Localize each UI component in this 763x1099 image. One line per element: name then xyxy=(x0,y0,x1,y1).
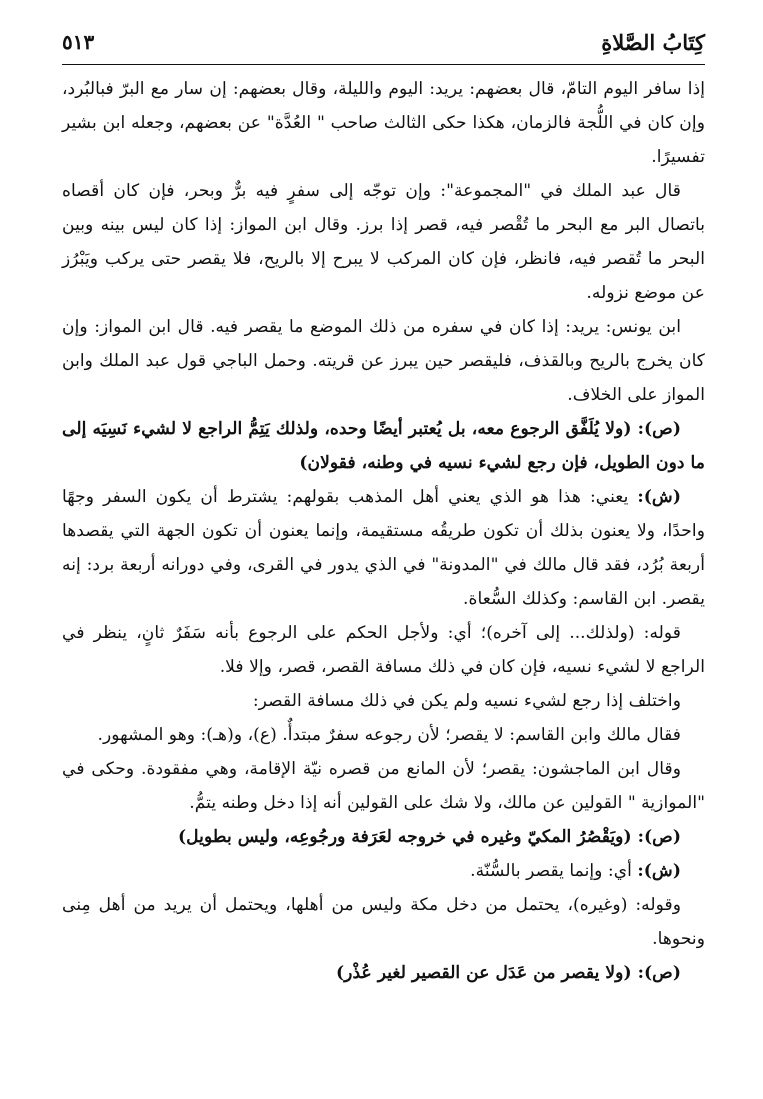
paragraph-7 xyxy=(62,684,705,718)
matn-marker: (ص): xyxy=(637,963,681,983)
paragraph-text: قال عبد الملك في "المجموعة": وإن توجّه إلى سفرٍ فيه برٌّ وبحر، فإن كان أقصاه باتصال البر مع البحر ما تُقْصر فيه، قصر إذا برز. وقال ابن المواز: إذا كان ليس بينه وبين البحر ما تُقصر فيه، فانظر، فإن كان المركب لا يبرح إلا بالريح، فلا يقصر حتى يركب ويَبْرُز عن موضع نزوله. xyxy=(62,181,705,303)
paragraph-text: وقوله: (وغيره)، يحتمل من دخل مكة وليس من أهلها، ويحتمل أن يريد من أهل مِنى ونحوها. xyxy=(62,895,705,949)
paragraph-9 xyxy=(62,752,705,820)
sharh-marker: (ش): xyxy=(637,861,681,881)
matn-marker: (ص): xyxy=(637,419,681,439)
paragraph-1 xyxy=(62,72,705,174)
sharh-text: يعني: هذا هو الذي يعني أهل المذهب بقولهم: يشترط أن يكون السفر وجهًا واحدًا، ولا يعنون بذلك أن تكون طريقُه مستقيمة، وإنما يعنون أن تكون الجهة التي يقصدها أربعة بُرُد، فقد قال مالك في "المدونة" في الذي يدور في القرى، وفي دورانه أربعة برد: إنه يقصر. ابن القاسم: وكذلك السُّعاة. xyxy=(62,487,705,609)
matn-text: (ولا يقصر من عَدَل عن القصير لغير عُذْر) xyxy=(336,963,632,983)
paragraph-8 xyxy=(62,718,705,752)
paragraph-3 xyxy=(62,310,705,412)
paragraph-6 xyxy=(62,616,705,684)
paragraph-text: قوله: (ولذلك... إلى آخره)؛ أي: ولأجل الحكم على الرجوع بأنه سَفَرٌ ثانٍ، ينظر في الراجع لا لشيء نسيه، فإن كان في ذلك مسافة القصر، قصر، وإلا فلا. xyxy=(62,623,705,677)
paragraph-text: إذا سافر اليوم التامّ، قال بعضهم: يريد: اليوم والليلة، وقال بعضهم: إن سار مع البرّ فبالبُرد، وإن كان في اللُّجة فالزمان، هكذا حكى الثالث صاحب " العُدَّة" عن بعضهم، وجعله ابن بشير تفسيرًا. xyxy=(62,79,705,167)
matn-paragraph-1 xyxy=(62,412,705,480)
paragraph-2 xyxy=(62,174,705,310)
sharh-text: أي: وإنما يقصر بالسُّنّة. xyxy=(470,861,632,881)
paragraph-text: واختلف إذا رجع لشيء نسيه ولم يكن في ذلك مسافة القصر: xyxy=(252,691,681,711)
page-number: ٥١٣ xyxy=(62,30,95,54)
matn-text: (ويَقْصُرُ المكيّ وغيره في خروجه لعَرَفة ورجُوعِه، وليس بطويل) xyxy=(178,827,632,847)
sharh-marker: (ش): xyxy=(637,487,681,507)
paragraph-text: وقال ابن الماجشون: يقصر؛ لأن المانع من قصره نيّة الإقامة، وهي مفقودة. وحكى في "الموازية " القولين عن مالك، ولا شك على القولين أنه إذا دخل وطنه يتمُّ. xyxy=(62,759,705,813)
running-header xyxy=(62,26,705,65)
sharh-paragraph-2 xyxy=(62,854,705,888)
matn-paragraph-2 xyxy=(62,820,705,854)
sharh-paragraph-1 xyxy=(62,480,705,616)
paragraph-12 xyxy=(62,888,705,956)
page-body xyxy=(62,72,705,990)
paragraph-text: ابن يونس: يريد: إذا كان في سفره من ذلك الموضع ما يقصر فيه. قال ابن المواز: وإن كان يخرج بالريح وبالقذف، فليقصر حين يبرز عن قريته. وحمل الباجي قول عبد الملك وابن المواز على الخلاف. xyxy=(62,317,705,405)
paragraph-text: فقال مالك وابن القاسم: لا يقصر؛ لأن رجوعه سفرٌ مبتدأٌ. (ع)، و(هـ): وهو المشهور. xyxy=(97,725,681,745)
matn-marker: (ص): xyxy=(637,827,681,847)
chapter-title: كِتَابُ الصَّلاةِ xyxy=(601,30,705,55)
matn-paragraph-3 xyxy=(62,956,705,990)
matn-text: (ولا يُلَفَّق الرجوع معه، بل يُعتبر أيضًا وحده، ولذلك يَتِمُّ الراجع لا لشيء نَسِيَه إلى ما دون الطويل، فإن رجع لشيء نسيه في وطنه، فقولان) xyxy=(62,419,705,473)
